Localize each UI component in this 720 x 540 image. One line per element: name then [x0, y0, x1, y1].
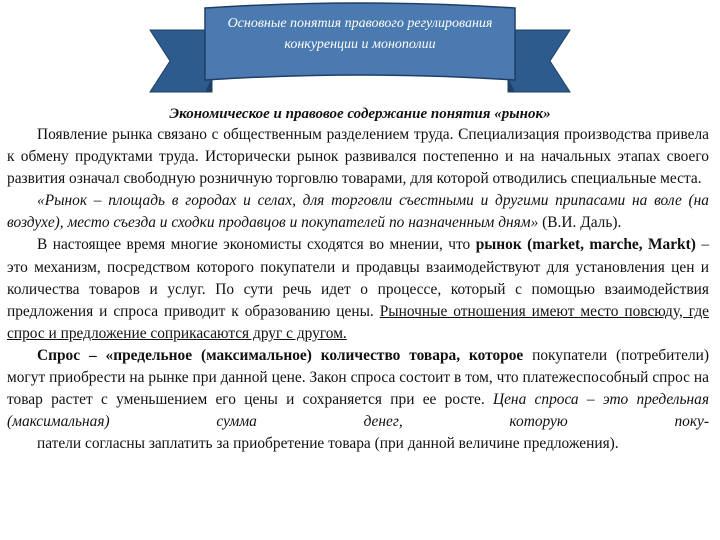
banner-title: Основные понятия правового регулирования конкуренции и монополии [227, 16, 493, 52]
demand-term: Спрос [37, 346, 81, 364]
p3-start: В настоящее время многие экономисты сходятся во мнении, что [37, 236, 476, 254]
paragraph-demand-continued: патели согласны заплатить за приобретение товара (при данной величине предложения). [37, 435, 619, 453]
demand-definition: – «предельное (максимальное) количество товара, которое [80, 346, 524, 364]
paragraph-demand [7, 345, 709, 433]
market-relations-underlined: Рыночные отношения имеют место повсюду, где спрос и предложение соприкасаются друг с другом. [7, 302, 709, 342]
paragraph-dal-definition [7, 190, 709, 234]
demand-text: покупатели (потребители) могут приобрести на рынке при данной цене. Закон спроса состоит в том, что платежеспособный спрос на товар растет с уменьшением его цены и сохраняется при ее росте. [7, 346, 709, 409]
demand-price-italic: Цена спроса – это предельная (максимальная) сумма денег, которую поку- [7, 391, 709, 431]
section-subtitle: Экономическое и правовое содержание понятия «рынок» [169, 106, 551, 122]
paragraph-market-origin: Появление рынка связано с общественным разделением труда. Специализация производства привела к обмену продуктами труда. Исторически рынок развивался постепенно и на начальных этапах своего развития означал свободную розничную торговлю товарами, для которой отводились специальные места. [7, 126, 709, 188]
market-term: рынок (market, marche, Markt) [475, 236, 696, 254]
p3-mid: – это механизм, посредством которого покупатели и продавцы взаимодействуют для установления цен и количества товаров и услуг. По сути речь идет о процессе, который с помощью взаимодействия предложения и спроса приводит к образованию цены. [7, 236, 710, 320]
paragraph-market-mechanism [7, 234, 709, 344]
dal-quote: «Рынок – площадь в городах и селах, для торговли съестными и другими припасами на воле (на воздухе), место съезда и сходки продавцов и покупателей по назначенным дням» [7, 192, 709, 232]
body-text [7, 124, 709, 455]
title-banner [0, 0, 720, 100]
dal-author: (В.И. Даль). [538, 214, 622, 232]
